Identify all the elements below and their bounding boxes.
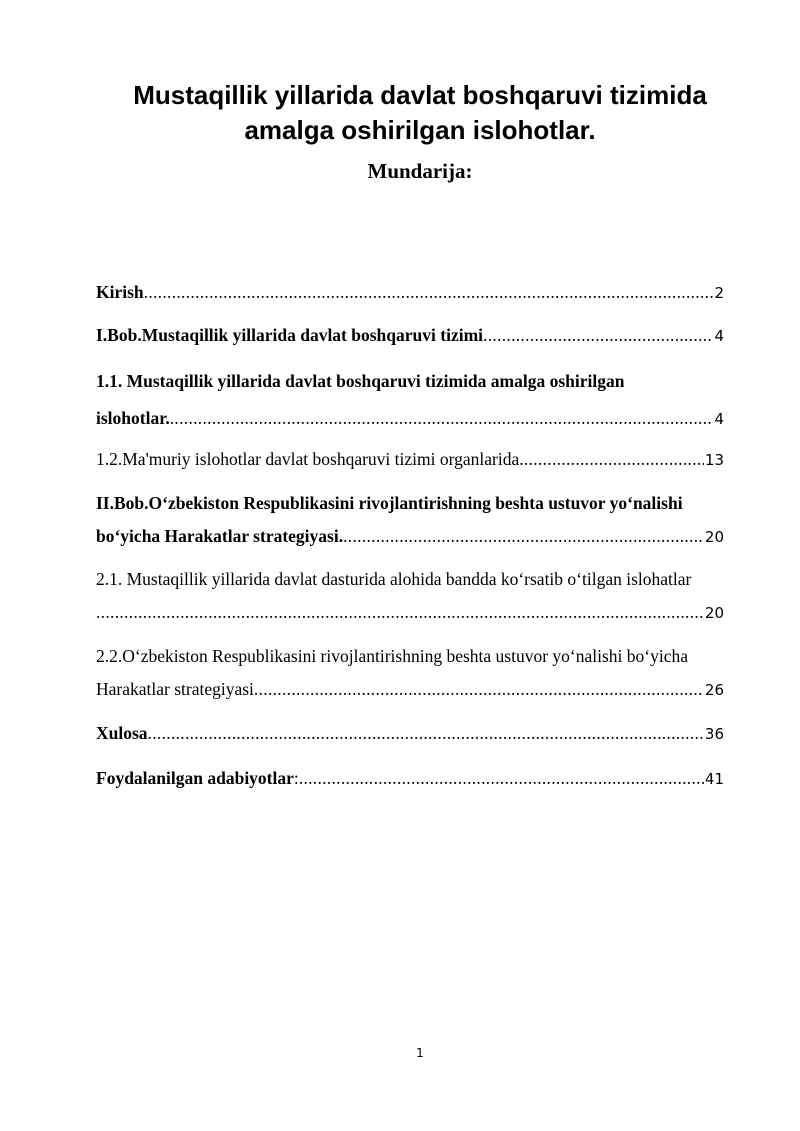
toc-page-number: 26 — [704, 681, 724, 699]
toc-entry-first-line: 1.1. Mustaqillik yillarida davlat boshqaruvi tizimida amalga oshirilgan — [96, 371, 625, 391]
toc-page-number: 36 — [704, 725, 724, 743]
toc-entry-label: Kirish — [96, 282, 144, 302]
toc-entry-first-line: II.Bob.O‘zbekiston Respublikasini rivojlantirishning beshta ustuvor yo‘nalishi — [96, 493, 683, 513]
toc-entry-introduction[interactable] — [96, 277, 724, 308]
toc-entry-chapter-2[interactable] — [96, 488, 724, 552]
toc-page-number: 41 — [704, 770, 724, 788]
dot-leader — [483, 320, 713, 350]
toc-page-number: 20 — [704, 528, 724, 546]
dot-leader — [343, 521, 704, 551]
dot-leader — [96, 597, 704, 627]
title-line-2: amalga oshirilgan islohotlar. — [244, 115, 596, 145]
toc-entry-first-line: 2.1. Mustaqillik yillarida davlat dasturida alohida bandda ko‘rsatib o‘tilgan islohatlar — [96, 569, 692, 589]
toc-entry-label-suffix: : — [293, 768, 299, 788]
dot-leader — [148, 718, 704, 748]
toc-entry-chapter-1[interactable] — [96, 320, 724, 351]
dot-leader — [144, 277, 714, 307]
toc-entry-label: bo‘yicha Harakatlar strategiyasi. — [96, 526, 344, 546]
toc-entry-references[interactable] — [96, 763, 724, 794]
dot-leader — [170, 403, 714, 433]
toc-entry-label: Foydalanilgan adabiyotlar — [96, 768, 294, 788]
toc-entry-section-1-1[interactable] — [96, 366, 724, 434]
toc-page-number: 20 — [704, 604, 724, 622]
dot-leader — [299, 763, 704, 793]
toc-entry-section-1-2[interactable] — [96, 444, 724, 475]
toc-entry-conclusion[interactable] — [96, 718, 724, 749]
toc-entry-label: 1.2.Ma'muriy islohotlar davlat boshqaruvi tizimi organlarida — [96, 449, 520, 469]
toc-entry-section-2-2[interactable] — [96, 641, 724, 705]
toc-page-number: 4 — [714, 327, 724, 345]
title-line-1: Mustaqillik yillarida davlat boshqaruvi tizimida — [133, 80, 707, 110]
dot-leader — [254, 674, 704, 704]
toc-page-number: 13 — [704, 451, 724, 469]
toc-page-number: 4 — [714, 410, 724, 428]
toc-entry-label: Harakatlar strategiyasi — [96, 679, 254, 699]
toc-entry-section-2-1[interactable] — [96, 564, 724, 628]
toc-entry-label: Xulosa — [96, 723, 148, 743]
toc-page-number: 2 — [714, 284, 724, 302]
toc-entry-first-line: 2.2.O‘zbekiston Respublikasini rivojlantirishning beshta ustuvor yo‘nalishi bo‘yicha — [96, 646, 689, 666]
toc-entry-label: islohotlar. — [96, 408, 170, 428]
page-footer-number: 1 — [416, 1046, 424, 1060]
document-title — [60, 78, 780, 148]
contents-heading: Mundarija: — [367, 159, 473, 183]
toc-entry-label: I.Bob.Mustaqillik yillarida davlat boshqaruvi tizimi — [96, 325, 484, 345]
dot-leader — [519, 444, 704, 474]
